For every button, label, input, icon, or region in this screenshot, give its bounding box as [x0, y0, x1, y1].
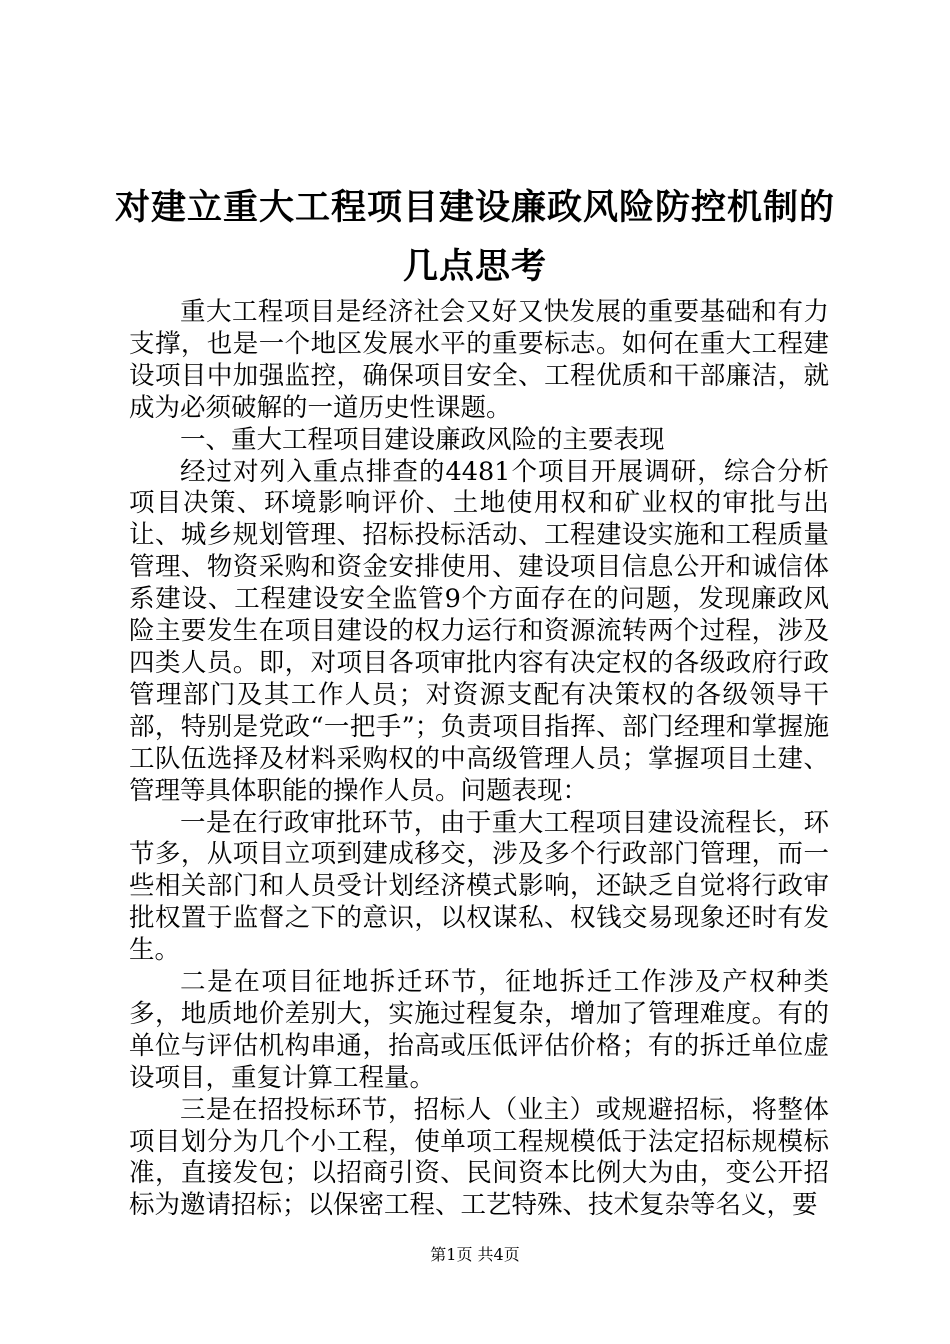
- paragraph-intro: 重大工程项目是经济社会又好又快发展的重要基础和有力支撑，也是一个地区发展水平的重要标志。如何在重大工程建设项目中加强监控，确保项目安全、工程优质和干部廉洁，就成为必须破解的一道历史性课题。: [129, 297, 829, 423]
- section-heading: 一、重大工程项目建设廉政风险的主要表现: [180, 424, 665, 455]
- document-title-line-1: 对建立重大工程项目建设廉政风险防控机制的: [114, 187, 835, 228]
- paragraph-approval: 一是在行政审批环节，由于重大工程项目建设流程长，环节多，从项目立项到建成移交，涉及多个行政部门管理，而一些相关部门和人员受计划经济模式影响，还缺乏自觉将行政审批权置于监督之下的意识，以权谋私、权钱交易现象还时有发生。: [129, 807, 829, 966]
- paragraph-demolition: 二是在项目征地拆迁环节，征地拆迁工作涉及产权种类多，地质地价差别大，实施过程复杂，增加了管理难度。有的单位与评估机构串通，抬高或压低评估价格；有的拆迁单位虚设项目，重复计算工程量。: [129, 967, 829, 1093]
- paragraph-survey: 经过对列入重点排查的4481个项目开展调研，综合分析项目决策、环境影响评价、土地使用权和矿业权的审批与出让、城乡规划管理、招标投标活动、工程建设实施和工程质量管理、物资采购和资金安排使用、建设项目信息公开和诚信体系建设、工程建设安全监管9个方面存在的问题，发现廉政风险主要发生在项目建设的权力运行和资源流转两个过程，涉及四类人员。即，对项目各项审批内容有决定权的各级政府行政管理部门及其工作人员；对资源支配有决策权的各级领导干部，特别是党政“一把手”；负责项目指挥、部门经理和掌握施工队伍选择及材料采购权的中高级管理人员；掌握项目土建、管理等具体职能的操作人员。问题表现：: [129, 456, 829, 806]
- document-title-line-2: 几点思考: [402, 246, 547, 287]
- document-body: [129, 297, 829, 1222]
- paragraph-bidding: 三是在招投标环节，招标人（业主）或规避招标，将整体项目划分为几个小工程，使单项工程规模低于法定招标规模标准，直接发包；以招商引资、民间资本比例大为由，变公开招标为邀请招标；以保密工程、工艺特殊、技术复杂等名义，要: [129, 1094, 829, 1221]
- page-footer: 第1页 共4页: [430, 1245, 520, 1264]
